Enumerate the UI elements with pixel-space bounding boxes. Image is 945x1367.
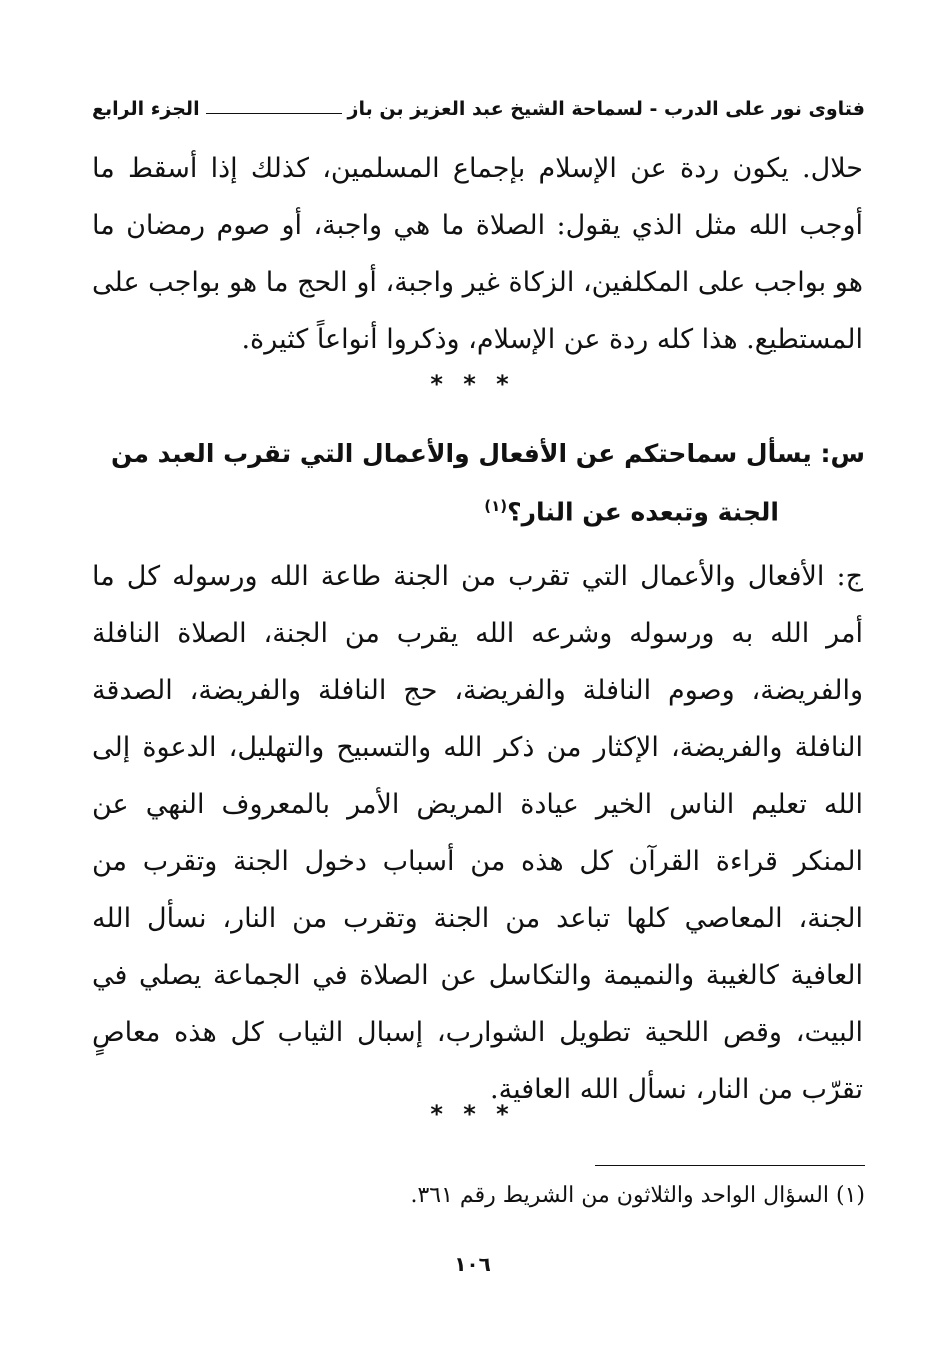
question-line-2 bbox=[110, 480, 865, 538]
header-volume: الجزء الرابع bbox=[92, 98, 200, 120]
footnote-reference: (١) bbox=[484, 497, 508, 515]
answer-paragraph: ج: الأفعال والأعمال التي تقرب من الجنة طاعة الله ورسوله كل ما أمر الله به ورسوله وشرعه الله يقرب من الجنة، الصلاة النافلة والفريضة، وصوم النافلة والفريضة، حج النافلة والفريضة، الصدقة النافلة والفريضة، الإكثار من ذكر الله والتسبيح والتهليل، الدعوة إلى الله تعليم الناس الخير عيادة المريض الأمر بالمعروف النهي عن المنكر قراءة القرآن كل هذه من أسباب دخول الجنة وتقرب من الجنة، المعاصي كلها تباعد من الجنة وتقرب من النار، نسأل الله العافية كالغيبة والنميمة والتكاسل عن الصلاة في الجماعة يصلي في البيت، وقص اللحية تطويل الشوارب، إسبال الثياب كل هذه معاصٍ تقرّب من النار، نسأل الله العافية. bbox=[92, 561, 863, 1105]
footnote: (١) السؤال الواحد والثلاثون من الشريط رقم ٣٦١. bbox=[410, 1183, 865, 1208]
footnote-divider bbox=[595, 1165, 865, 1166]
page-number: ١٠٦ bbox=[454, 1252, 491, 1276]
header-title: فتاوى نور على الدرب - لسماحة الشيخ عبد العزيز بن باز bbox=[347, 98, 865, 120]
header-rule bbox=[206, 113, 342, 114]
section-separator-end: * * * bbox=[430, 1100, 515, 1128]
question-line-2-text: الجنة وتبعده عن النار؟ bbox=[507, 497, 779, 527]
question-block bbox=[110, 428, 865, 538]
running-header bbox=[92, 84, 865, 120]
question-line-1: س: يسأل سماحتكم عن الأفعال والأعمال التي تقرب العبد من bbox=[111, 439, 865, 468]
section-separator: * * * bbox=[430, 370, 515, 398]
paragraph-continuation: حلال. يكون ردة عن الإسلام بإجماع المسلمين، كذلك إذا أسقط ما أوجب الله مثل الذي يقول: الصلاة ما هي واجبة، أو صوم رمضان ما هو بواجب على المكلفين، الزكاة غير واجبة، أو الحج ما هو بواجب على المستطيع. هذا كله ردة عن الإسلام، وذكروا أنواعاً كثيرة. bbox=[92, 153, 863, 355]
